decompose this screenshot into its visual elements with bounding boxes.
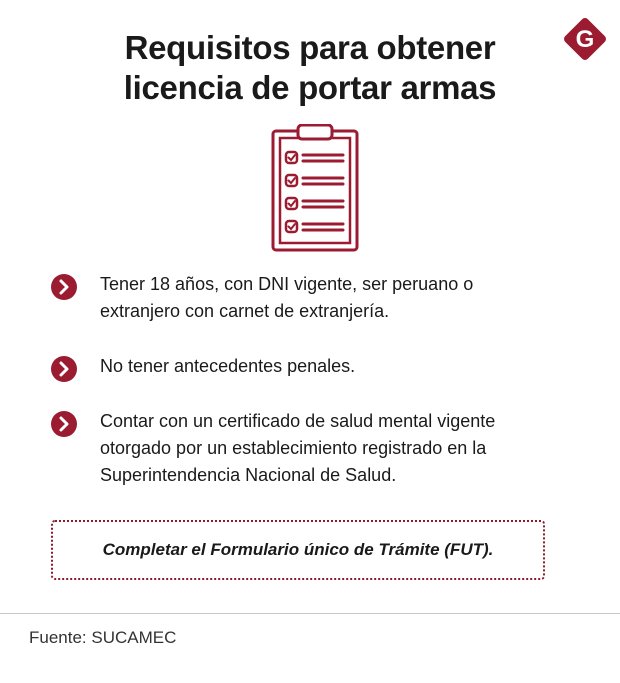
- chevron-right-icon: [50, 355, 78, 383]
- divider: [0, 613, 620, 614]
- page-title: [0, 28, 620, 108]
- clipboard-checklist-icon: [268, 124, 362, 254]
- requirement-text: No tener antecedentes penales.: [100, 356, 356, 376]
- title-line-1: Requisitos para obtener: [124, 29, 496, 66]
- requirement-text: Tener 18 años, con DNI vigente, ser peruano o extranjero con carnet de extranjería.: [100, 274, 474, 321]
- chevron-right-icon: [50, 273, 78, 301]
- logo-letter: G: [575, 26, 595, 53]
- source-text: Fuente: SUCAMEC: [29, 628, 177, 647]
- logo-icon: [560, 14, 610, 64]
- chevron-right-icon: [50, 410, 78, 438]
- title-line-2: licencia de portar armas: [123, 69, 497, 106]
- requirement-text: Contar con un certificado de salud mental vigente otorgado por un establecimiento registrado en la Superintendencia Nacional de Salud.: [100, 411, 496, 485]
- note-box: [51, 520, 545, 580]
- note-text: Completar el Formulario único de Trámite (FUT).: [102, 540, 494, 559]
